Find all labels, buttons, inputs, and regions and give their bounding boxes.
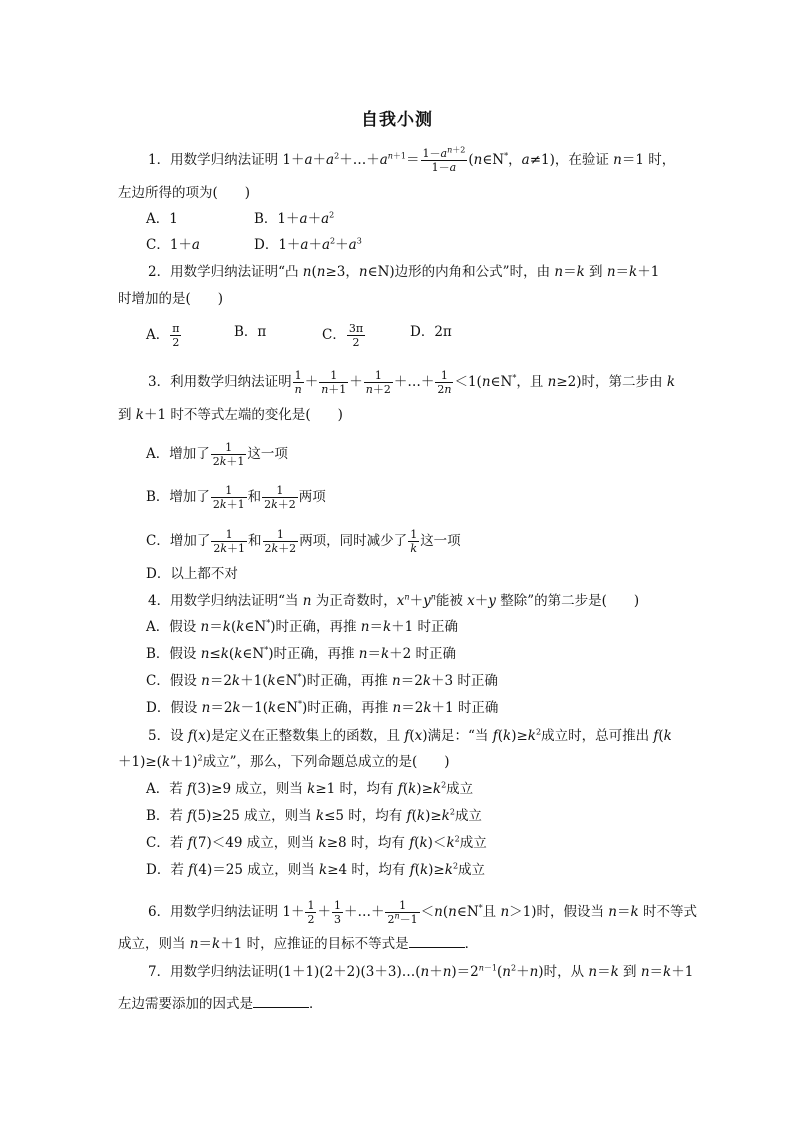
option-c: C．1＋a xyxy=(146,237,200,253)
question-1-options-row-1 xyxy=(146,209,676,229)
fraction: $\frac{1-a^{n+2}}{1-a}$ xyxy=(422,145,466,174)
question-5-line-1: 5．设 f(x)是定义在正整数集上的函数，且 f(x)满足：“当 $f(k)\ge k^2$成立时，总可推出 f(k xyxy=(148,727,672,744)
option-b: B．假设 n≤k(k∈N*)时正确，再推 n＝k＋2 时正确 xyxy=(146,645,457,662)
option-b: B．$1+a+a^2$ xyxy=(254,210,335,227)
question-3-line-2: 到 k＋1 时不等式左端的变化是( ) xyxy=(118,407,343,423)
option-a: A．若 f(3)≥9 成立，则当 k≥1 时，均有 $f(k)\ge k^2$成立 xyxy=(146,780,474,797)
option-c: C． $\frac{3\pi}{2}$ xyxy=(322,322,364,349)
option-a: A．增加了 $\frac{1}{2k+1}$ 这一项 xyxy=(146,441,288,468)
option-d: D．以上都不对 xyxy=(146,566,238,582)
question-1-line-2: 左边所得的项为( ) xyxy=(118,185,251,201)
question-2-line-2: 时增加的是( ) xyxy=(118,291,224,307)
option-b: B．增加了 $\frac{1}{2k+1}$ 和 $\frac{1}{2k+2}$ 两项 xyxy=(146,484,326,511)
option-b: B．π xyxy=(234,324,267,340)
question-5-line-2: $+1)\ge(k+1)^2$成立”，那么，下列命题总成立的是( ) xyxy=(118,753,450,770)
option-a: A．假设 n＝k(k∈N*)时正确，再推 n＝k＋1 时正确 xyxy=(146,618,459,635)
question-6-line-1: 6．用数学归纳法证明 1＋ $\frac{1}{2}$ ＋ $\frac{1}{3}$ ＋…＋ $\frac{1}{2^n-1}$ ＜n(n∈N*且 n＞1)时，假设当 n＝k 时不等式 xyxy=(148,899,697,926)
question-6-line-2: 成立，则当 n＝k＋1 时，应推证的目标不等式是 ． xyxy=(118,936,479,952)
option-a: A． $\frac{\pi}{2}$ xyxy=(146,322,180,349)
question-7-line-1: 7．用数学归纳法证明$(1+1)(2+2)(3+3)\dots(n+n)=2^{n-1}(n^2+n)$时，从 n＝k 到 n＝k＋1 xyxy=(148,963,694,980)
page-title: 自我小测 xyxy=(361,110,433,130)
question-2-options xyxy=(146,322,676,349)
option-d: D．假设 n＝2k－1(k∈N*)时正确，再推 n＝2k＋1 时正确 xyxy=(146,699,499,716)
question-1-line-1: 1．用数学归纳法证明 $1+a+a^2+\dots+a^{n+1}=$ $\frac{1-a^{n+2}}{1-a}$ (n∈N*，a≠1)，在验证 n＝1 时， xyxy=(148,145,676,174)
answer-blank[interactable] xyxy=(253,995,309,1008)
question-7-line-2: 左边需要添加的因式是 ． xyxy=(118,996,323,1012)
question-2-line-1: 2．用数学归纳法证明“凸 n(n≥3，n∈N)边形的内角和公式”时，由 n＝k 到 n＝k＋1 xyxy=(148,264,660,280)
option-b: B．若 f(5)≥25 成立，则当 k≤5 时，均有 $f(k)\ge k^2$成立 xyxy=(146,807,482,824)
option-a: A．1 xyxy=(146,211,178,227)
option-c: C．若 f(7)＜49 成立，则当 k≥8 时，均有 $f(k)<k^2$成立 xyxy=(146,834,487,851)
question-4-stem: 4．用数学归纳法证明“当 n 为正奇数时，$x^n+y^n$能被 x＋y 整除”的第二步是( ) xyxy=(148,592,640,609)
question-3-line-1: 3．利用数学归纳法证明 $\frac{1}{n}$ ＋ $\frac{1}{n+1}$ ＋ $\frac{1}{n+2}$ ＋…＋ $\frac{1}{2n}$ ＜1(n∈N*，且 n≥2)时，第二步由 k xyxy=(148,369,675,396)
option-c: C．假设 n＝2k＋1(k∈N*)时正确，再推 n＝2k＋3 时正确 xyxy=(146,672,498,689)
option-c: C．增加了 $\frac{1}{2k+1}$ 和 $\frac{1}{2k+2}$ 两项，同时减少了 $\frac{1}{k}$ 这一项 xyxy=(146,528,461,555)
option-d: D．若 f(4)＝25 成立，则当 k≥4 时，均有 $f(k)\ge k^2$成立 xyxy=(146,861,486,878)
option-d: D．$1+a+a^2+a^3$ xyxy=(254,236,362,253)
answer-blank[interactable] xyxy=(409,935,465,948)
option-d: D．2π xyxy=(410,324,452,340)
question-1-options-row-2 xyxy=(146,235,676,255)
